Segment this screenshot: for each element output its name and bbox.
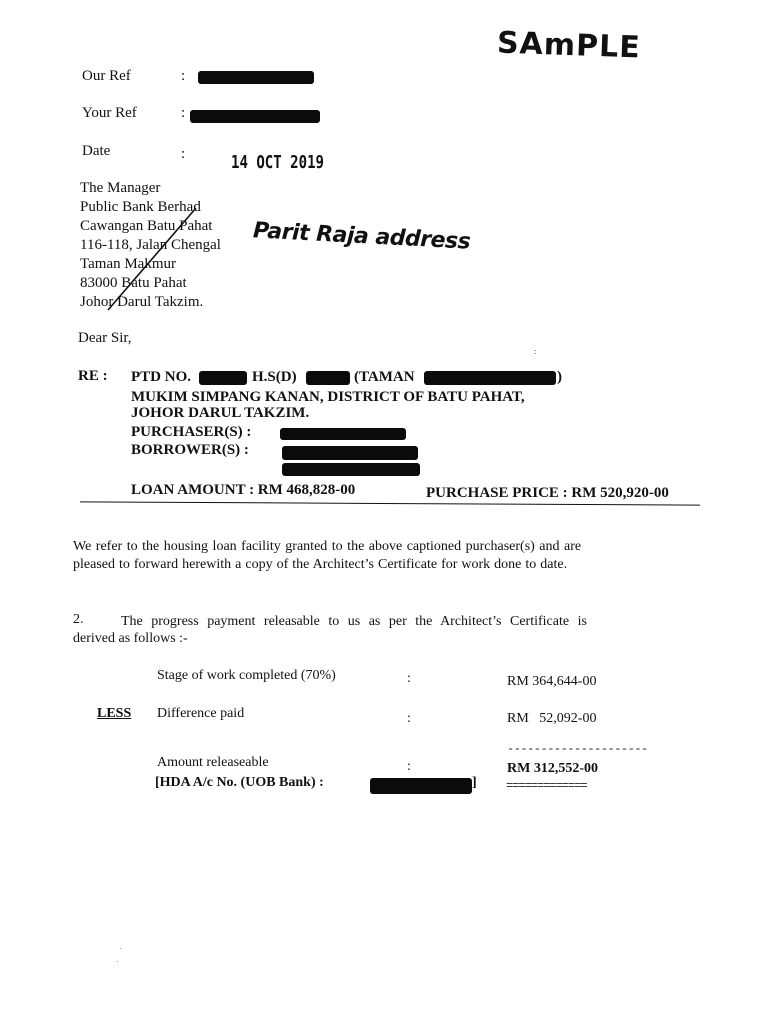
our-ref-colon: :	[181, 68, 186, 84]
address-line-6: 83000 Batu Pahat	[80, 275, 187, 291]
address-line-4: 116-118, Jalan Chengal	[80, 237, 221, 253]
release-colon: :	[407, 759, 411, 774]
release-value: RM 312,552-00	[507, 761, 598, 776]
borrower-label: BORROWER(S) :	[131, 442, 249, 458]
speck-mark-left: .	[120, 945, 122, 951]
re-label: RE :	[78, 368, 108, 384]
re-taman-label: (TAMAN	[354, 369, 415, 385]
address-line-5: Taman Makmur	[80, 256, 177, 272]
stage-label: Stage of work completed (70%)	[157, 668, 336, 683]
paragraph-2-number: 2.	[73, 612, 84, 627]
paragraph-2-line-1: The progress payment releasable to us as per the Architect’s Certificate is	[121, 614, 587, 629]
purchaser-redaction	[280, 428, 406, 440]
hsd-redaction	[306, 371, 350, 385]
hda-label: [HDA A/c No. (UOB Bank) :	[155, 775, 324, 790]
date-colon: :	[181, 146, 186, 162]
less-label: LESS	[97, 706, 132, 721]
paragraph-1-line-2: pleased to forward herewith a copy of the Architect’s Certificate for work done to date.	[73, 557, 568, 572]
loan-amount: LOAN AMOUNT : RM 468,828-00	[131, 482, 356, 498]
our-ref-label: Our Ref	[82, 68, 131, 84]
your-ref-colon: :	[181, 105, 186, 121]
re-ptd-label: PTD NO.	[131, 369, 191, 385]
paragraph-1-line-1: We refer to the housing loan facility granted to the above captioned purchaser(s) and are	[73, 539, 582, 554]
your-ref-label: Your Ref	[82, 105, 137, 121]
address-line-2: Public Bank Berhad	[80, 199, 201, 215]
difference-colon: :	[407, 711, 411, 726]
hda-redaction	[370, 778, 472, 794]
taman-redaction	[424, 371, 556, 385]
release-label: Amount releaseable	[157, 755, 269, 770]
date-stamp: 14 OCT 2019	[231, 152, 324, 173]
total-double-rule: =============	[506, 779, 587, 793]
handwritten-address-note: Parit Raja address	[252, 218, 471, 255]
borrower-redaction-1	[282, 446, 418, 460]
purchase-price: PURCHASE PRICE : RM 520,920-00	[426, 485, 669, 501]
re-johor-line: JOHOR DARUL TAKZIM.	[131, 405, 310, 421]
sample-handwritten-mark: SAmPLE	[496, 25, 642, 66]
hda-close-bracket: ]	[472, 775, 477, 790]
address-line-1: The Manager	[80, 180, 161, 196]
purchaser-label: PURCHASER(S) :	[131, 424, 252, 440]
re-close-paren: )	[557, 369, 562, 385]
salutation: Dear Sir,	[78, 330, 132, 346]
speck-mark: :	[534, 347, 537, 356]
address-line-7: Johor Darul Takzim.	[80, 294, 204, 310]
re-mukim-line: MUKIM SIMPANG KANAN, DISTRICT OF BATU PAHAT,	[131, 389, 525, 405]
re-hsd-label: H.S(D)	[252, 369, 297, 385]
subtotal-dashes: ---------------------	[507, 742, 648, 756]
difference-value: RM 52,092-00	[507, 711, 597, 726]
address-line-3: Cawangan Batu Pahat	[80, 218, 213, 234]
paragraph-2-line-2: derived as follows :-	[73, 631, 188, 646]
borrower-redaction-2	[282, 463, 420, 476]
stage-colon: :	[407, 671, 411, 686]
speck-mark-left-2: .	[117, 958, 119, 964]
ptd-redaction	[199, 371, 247, 385]
date-label: Date	[82, 143, 111, 159]
difference-label: Difference paid	[157, 706, 245, 721]
stage-value: RM 364,644-00	[507, 674, 597, 689]
